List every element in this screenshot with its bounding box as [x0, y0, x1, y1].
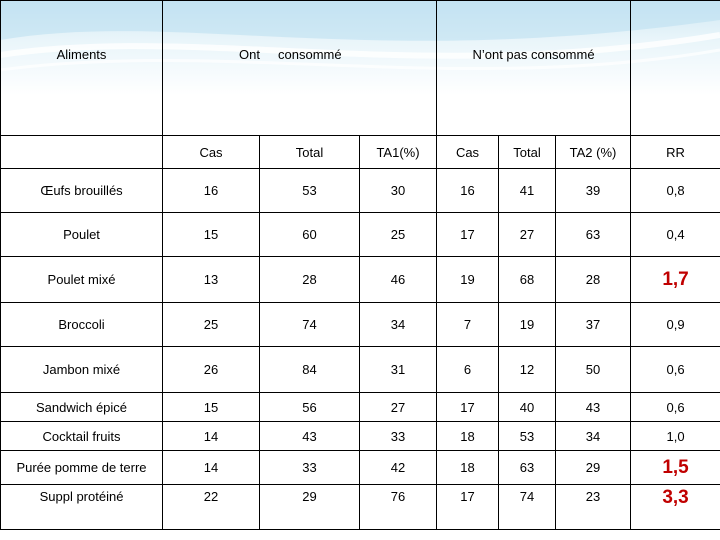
cell-aliment: Poulet	[1, 213, 163, 257]
cell-rr: 0,6	[631, 347, 720, 393]
subheader-ta1: TA1(%)	[360, 136, 437, 169]
header-ont-consomme	[163, 1, 437, 136]
cell-total1: 33	[260, 451, 360, 485]
table-row	[1, 303, 720, 347]
cell-cas1: 22	[163, 485, 260, 530]
cell-rr: 0,4	[631, 213, 720, 257]
header-ont-label: Ont	[239, 47, 260, 62]
cell-cas2: 17	[437, 485, 499, 530]
cell-rr: 1,0	[631, 422, 720, 451]
cell-total2: 40	[499, 393, 556, 422]
cell-aliment: Suppl protéiné	[1, 485, 163, 530]
header-row-sub	[1, 136, 720, 169]
cell-cas1: 16	[163, 169, 260, 213]
cell-total1: 43	[260, 422, 360, 451]
cell-cas2: 16	[437, 169, 499, 213]
cell-cas1: 13	[163, 257, 260, 303]
cell-ta1: 25	[360, 213, 437, 257]
cell-total1: 53	[260, 169, 360, 213]
cell-total2: 41	[499, 169, 556, 213]
table-row	[1, 451, 720, 485]
cell-ta2: 50	[556, 347, 631, 393]
cell-aliment: Sandwich épicé	[1, 393, 163, 422]
subheader-rr: RR	[631, 136, 720, 169]
cell-ta1: 34	[360, 303, 437, 347]
cell-total1: 60	[260, 213, 360, 257]
cell-aliment: Poulet mixé	[1, 257, 163, 303]
cell-cas2: 17	[437, 213, 499, 257]
cell-ta2: 63	[556, 213, 631, 257]
cell-total1: 29	[260, 485, 360, 530]
cell-cas2: 17	[437, 393, 499, 422]
cell-aliment: Purée pomme de terre	[1, 451, 163, 485]
cell-cas2: 18	[437, 422, 499, 451]
table-row	[1, 422, 720, 451]
cell-rr: 0,6	[631, 393, 720, 422]
cell-ta1: 33	[360, 422, 437, 451]
table-row	[1, 347, 720, 393]
cell-ta2: 37	[556, 303, 631, 347]
cell-cas1: 15	[163, 213, 260, 257]
cell-ta2: 23	[556, 485, 631, 530]
cell-cas1: 15	[163, 393, 260, 422]
cell-ta2: 29	[556, 451, 631, 485]
cell-total2: 74	[499, 485, 556, 530]
cell-ta1: 76	[360, 485, 437, 530]
cell-ta2: 34	[556, 422, 631, 451]
cell-rr-highlight	[631, 485, 720, 530]
cell-rr-highlight	[631, 451, 720, 485]
cell-cas1: 14	[163, 451, 260, 485]
cell-rr-highlight	[631, 257, 720, 303]
table-row	[1, 213, 720, 257]
rr-highlight-value: 1,7	[662, 268, 689, 290]
table-row	[1, 393, 720, 422]
cell-cas1: 25	[163, 303, 260, 347]
cell-total2: 19	[499, 303, 556, 347]
cell-total1: 28	[260, 257, 360, 303]
rr-highlight-value: 1,5	[662, 456, 689, 478]
cell-aliment: Jambon mixé	[1, 347, 163, 393]
subheader-cas2: Cas	[437, 136, 499, 169]
cell-total2: 63	[499, 451, 556, 485]
cell-total1: 84	[260, 347, 360, 393]
cell-aliment: Broccoli	[1, 303, 163, 347]
cell-total1: 74	[260, 303, 360, 347]
cell-ta2: 39	[556, 169, 631, 213]
cell-cas2: 18	[437, 451, 499, 485]
cell-cas1: 14	[163, 422, 260, 451]
cell-ta1: 30	[360, 169, 437, 213]
cell-ta2: 43	[556, 393, 631, 422]
table-row	[1, 169, 720, 213]
cell-aliment: Cocktail fruits	[1, 422, 163, 451]
cell-ta1: 42	[360, 451, 437, 485]
cell-total2: 53	[499, 422, 556, 451]
header-aliments	[1, 1, 163, 136]
subheader-empty	[1, 136, 163, 169]
cell-total2: 27	[499, 213, 556, 257]
cell-ta1: 46	[360, 257, 437, 303]
cell-cas2: 7	[437, 303, 499, 347]
cell-total2: 12	[499, 347, 556, 393]
cell-ta1: 27	[360, 393, 437, 422]
subheader-ta2: TA2 (%)	[556, 136, 631, 169]
rr-highlight-value: 3,3	[662, 487, 689, 508]
header-row-top	[1, 1, 720, 136]
header-empty-rr	[631, 1, 720, 136]
header-nont-pas-consomme	[437, 1, 631, 136]
header-consomme-label: consommé	[278, 47, 342, 62]
cell-ta1: 31	[360, 347, 437, 393]
cell-rr: 0,8	[631, 169, 720, 213]
cell-cas2: 19	[437, 257, 499, 303]
header-nont-pas-label: N’ont pas consommé	[472, 47, 595, 62]
table-row	[1, 485, 720, 530]
cell-total2: 68	[499, 257, 556, 303]
cell-total1: 56	[260, 393, 360, 422]
cell-cas1: 26	[163, 347, 260, 393]
header-aliments-label: Aliments	[56, 47, 107, 62]
cell-rr: 0,9	[631, 303, 720, 347]
cell-cas2: 6	[437, 347, 499, 393]
subheader-total2: Total	[499, 136, 556, 169]
table-row	[1, 257, 720, 303]
subheader-cas1: Cas	[163, 136, 260, 169]
cell-ta2: 28	[556, 257, 631, 303]
cell-aliment: Œufs brouillés	[1, 169, 163, 213]
subheader-total1: Total	[260, 136, 360, 169]
